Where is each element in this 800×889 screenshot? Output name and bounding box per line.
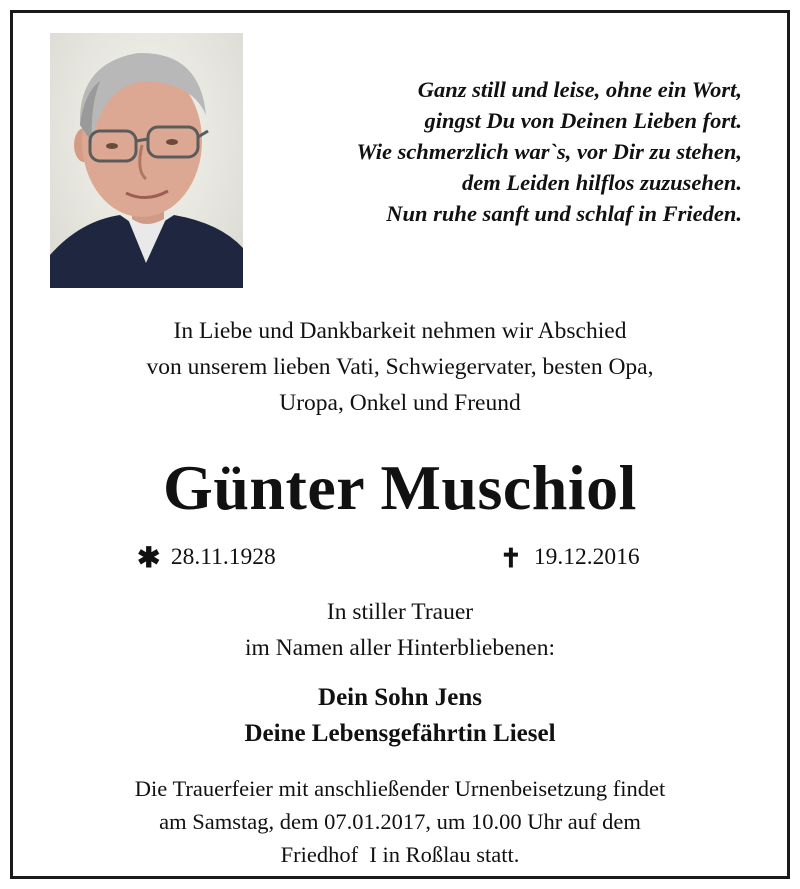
funeral-line: Die Trauerfeier mit anschließender Urnenbeisetzung findet xyxy=(134,776,666,801)
portrait-photo xyxy=(50,33,243,288)
poem-line: Nun ruhe sanft und schlaf in Frieden. xyxy=(386,201,742,226)
mourning-line: im Namen aller Hinterbliebenen: xyxy=(245,635,555,661)
intro-line: von unserem lieben Vati, Schwiegervater, besten Opa, xyxy=(146,354,654,380)
poem xyxy=(250,74,742,229)
poem-line: Ganz still und leise, ohne ein Wort, xyxy=(417,77,742,102)
intro-line: In Liebe und Dankbarkeit nehmen wir Abschied xyxy=(173,318,627,344)
death-date-row xyxy=(500,541,640,575)
mourning-line: In stiller Trauer xyxy=(326,599,474,625)
death-cross-icon: ✝ xyxy=(500,544,522,573)
poem-line: gingst Du von Deinen Lieben fort. xyxy=(424,108,742,133)
death-date: 19.12.2016 xyxy=(533,544,640,570)
birth-star-icon: ✱ xyxy=(137,543,161,574)
signer: Deine Lebensgefährtin Liesel xyxy=(244,720,556,747)
funeral-details xyxy=(30,772,770,871)
birth-date-row xyxy=(137,541,276,575)
signers xyxy=(30,680,770,752)
mourning-text xyxy=(30,594,770,666)
portrait-illustration xyxy=(50,33,243,288)
birth-date: 28.11.1928 xyxy=(170,544,276,570)
farewell-intro xyxy=(30,313,770,421)
intro-line: Uropa, Onkel und Freund xyxy=(279,390,521,416)
poem-line: dem Leiden hilflos zuzusehen. xyxy=(461,170,742,195)
poem-line: Wie schmerzlich war`s, vor Dir zu stehen, xyxy=(356,139,742,164)
signer: Dein Sohn Jens xyxy=(318,684,482,711)
funeral-line: am Samstag, dem 07.01.2017, um 10.00 Uhr auf dem xyxy=(159,809,641,834)
deceased-name: Günter Muschiol xyxy=(163,452,637,523)
funeral-line: Friedhof I in Roßlau statt. xyxy=(280,842,520,867)
